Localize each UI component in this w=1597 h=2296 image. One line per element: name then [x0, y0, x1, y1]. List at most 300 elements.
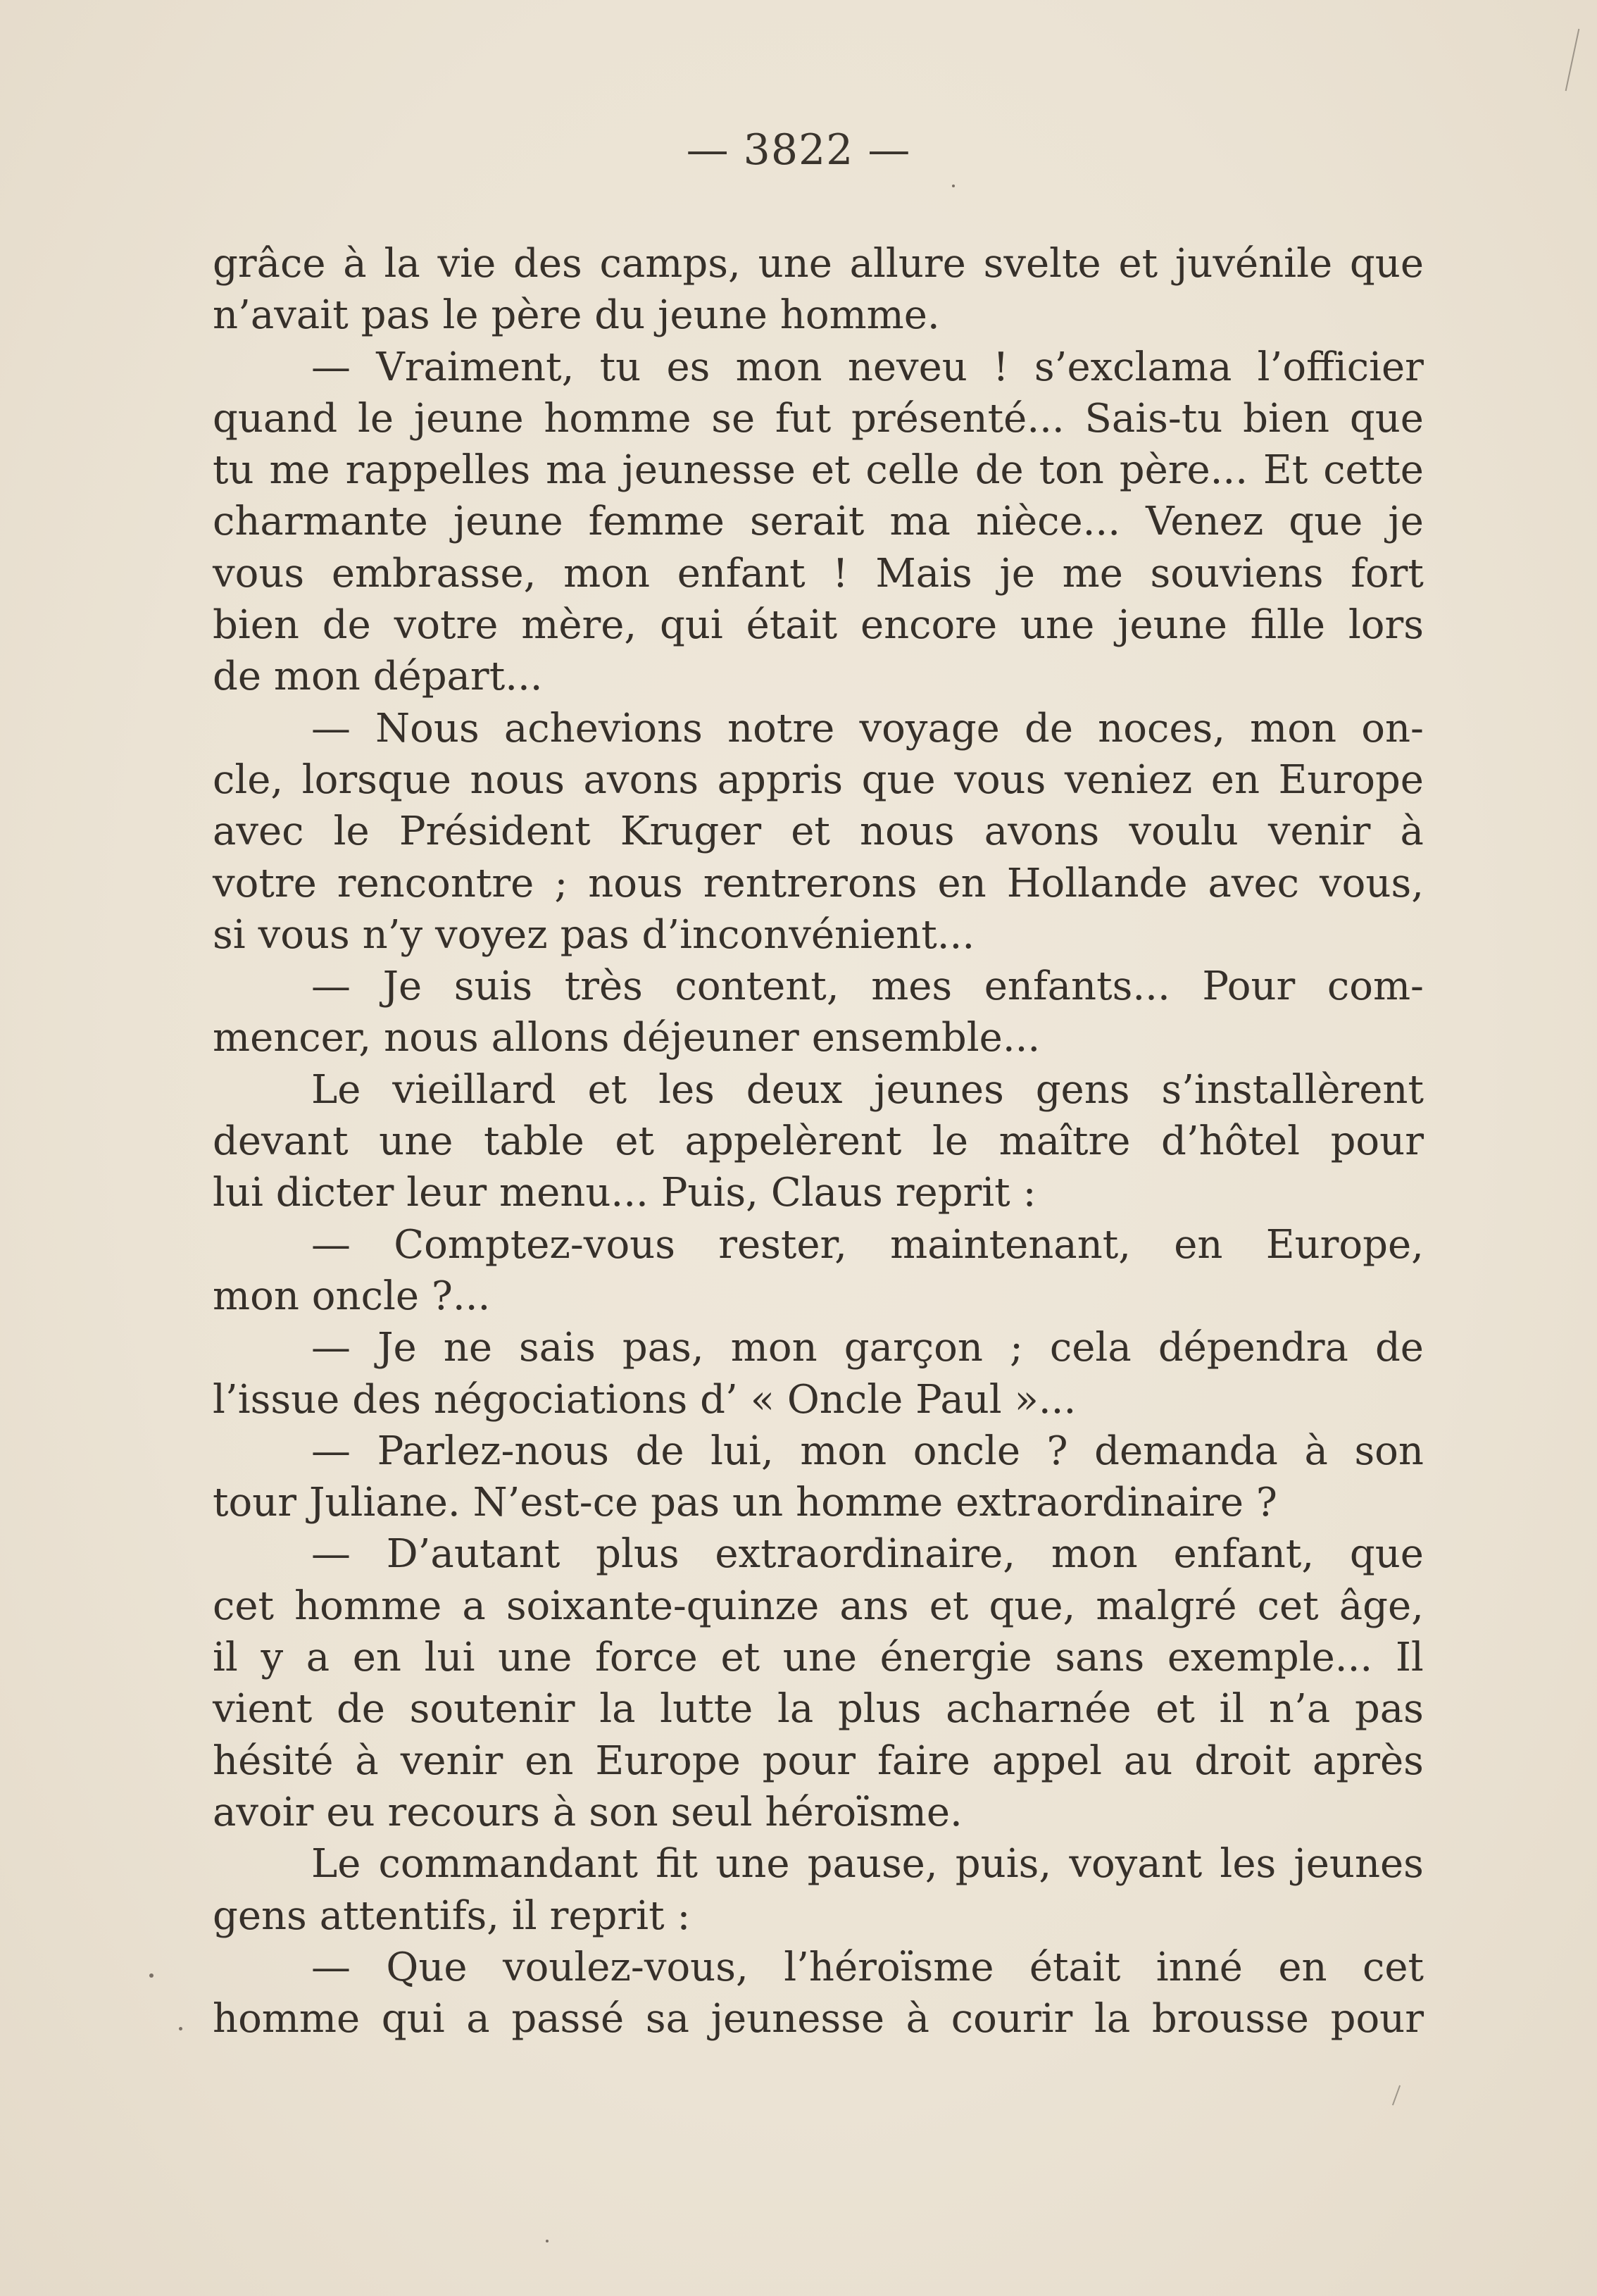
text-line	[213, 496, 1424, 547]
word: extraordinaire,	[715, 1531, 1016, 1578]
word: nous	[384, 1015, 479, 1061]
word: s’exclama	[1034, 344, 1232, 390]
word: «	[750, 1376, 775, 1423]
word: ?	[1046, 1428, 1068, 1474]
text-line	[213, 393, 1424, 444]
text-line	[213, 1219, 1424, 1271]
word: brousse	[1151, 1996, 1309, 2042]
word: que	[1289, 499, 1363, 545]
word: nièce...	[975, 499, 1121, 545]
word: de	[213, 654, 261, 700]
word: à	[552, 1789, 577, 1835]
word: la	[777, 1686, 814, 1733]
word: Il	[1395, 1635, 1424, 1681]
word: à	[906, 1996, 930, 2042]
word: encore	[860, 602, 998, 649]
word: content,	[675, 963, 839, 1010]
word: son	[1354, 1428, 1424, 1474]
word: vous	[954, 756, 1046, 803]
word: allons	[491, 1015, 610, 1061]
word: cela	[1049, 1325, 1132, 1371]
word: jeune	[1117, 602, 1227, 649]
text-line	[213, 909, 1424, 961]
word: votre	[213, 860, 317, 906]
word: table	[484, 1118, 584, 1165]
word: appris	[717, 756, 844, 803]
word: avoir	[213, 1789, 314, 1835]
word: tour	[213, 1480, 297, 1526]
text-line	[213, 599, 1424, 651]
word: les	[658, 1066, 715, 1113]
word: voyant	[1069, 1841, 1203, 1888]
word: avons	[583, 756, 699, 803]
word: une	[379, 1118, 453, 1165]
word: allure	[849, 241, 966, 287]
word: fut	[775, 395, 832, 442]
word: homme	[294, 1583, 442, 1629]
word: tu	[599, 344, 641, 390]
word: recours	[387, 1789, 541, 1835]
word: vie	[437, 241, 496, 287]
word: vient	[213, 1686, 313, 1733]
word: que	[1349, 395, 1424, 442]
word: pour	[762, 1737, 856, 1784]
text-line	[213, 1116, 1424, 1167]
word: jeune	[453, 499, 563, 545]
text-line	[213, 342, 1424, 393]
word: enfants...	[984, 963, 1170, 1010]
word: mon	[1051, 1531, 1138, 1578]
word: soutenir	[409, 1686, 575, 1733]
word: mère,	[521, 602, 637, 649]
word: cet	[213, 1583, 275, 1629]
word: menu...	[499, 1170, 649, 1216]
word: maître	[998, 1118, 1131, 1165]
word: votre	[394, 602, 499, 649]
word: Europe	[1278, 756, 1424, 803]
text-line	[213, 1580, 1424, 1632]
text-line	[213, 1890, 1424, 1942]
word: cet	[1362, 1944, 1424, 1990]
word: —	[311, 1531, 351, 1578]
paper-speck	[546, 2240, 549, 2242]
word: âge,	[1339, 1583, 1424, 1629]
word: lui	[213, 1170, 263, 1216]
word: extraordinaire	[956, 1480, 1244, 1526]
word: celle	[865, 447, 960, 494]
word: courir	[951, 1996, 1073, 2042]
word: et	[791, 809, 830, 855]
word: —	[311, 963, 351, 1010]
word: notre	[727, 705, 835, 751]
word: de	[322, 602, 371, 649]
word: plus	[596, 1531, 679, 1578]
word: —	[311, 1944, 351, 1990]
word: Et	[1263, 447, 1308, 494]
word: fort	[1351, 550, 1424, 597]
word: force	[595, 1635, 698, 1681]
word: père...	[1119, 447, 1248, 494]
word: lutte	[660, 1686, 753, 1733]
word: d’	[700, 1376, 738, 1423]
word: eu	[326, 1789, 375, 1835]
word: puis,	[955, 1841, 1052, 1888]
word: pas	[560, 911, 630, 958]
text-line	[213, 1942, 1424, 1993]
word: rappelles	[345, 447, 531, 494]
word: hésité	[213, 1737, 334, 1784]
word: !	[832, 550, 848, 597]
word: pour	[1330, 1118, 1424, 1165]
text-line	[213, 1322, 1424, 1373]
body-text	[213, 238, 1424, 2045]
word: pas	[361, 292, 430, 339]
text-line	[213, 1735, 1424, 1787]
word: une	[1020, 602, 1095, 649]
paper-speck	[179, 2027, 182, 2030]
word: et	[1156, 1686, 1195, 1733]
word: que	[1349, 1531, 1424, 1578]
word: une	[715, 1841, 790, 1888]
word: mon	[1250, 705, 1337, 751]
word: père	[491, 292, 582, 339]
word: se	[711, 395, 756, 442]
word: n’a	[1269, 1686, 1331, 1733]
word: reprit	[895, 1170, 1010, 1216]
text-line	[213, 1632, 1424, 1683]
word: —	[311, 344, 351, 390]
word: achevions	[503, 705, 703, 751]
word: oncle	[913, 1428, 1020, 1474]
word: en	[525, 1737, 574, 1784]
word: —	[311, 1221, 351, 1268]
word: inné	[1156, 1944, 1243, 1990]
word: le	[357, 395, 394, 442]
word: et	[1118, 241, 1158, 287]
paper-scratch	[1392, 2085, 1401, 2106]
word: la	[599, 1686, 636, 1733]
text-line	[213, 1838, 1424, 1890]
word: mencer,	[213, 1015, 372, 1061]
word: ?	[1255, 1480, 1277, 1526]
word: Je	[377, 1325, 417, 1371]
word: en	[1174, 1221, 1223, 1268]
word: Vraiment,	[376, 344, 575, 390]
word: et	[615, 1118, 655, 1165]
word: l’issue	[213, 1376, 340, 1423]
word: :	[677, 1892, 691, 1939]
word: sa	[645, 1996, 689, 2042]
word: énergie	[879, 1635, 1032, 1681]
word: Hollande	[1006, 860, 1188, 906]
word: je	[1388, 499, 1424, 545]
word: lorsque	[301, 756, 451, 803]
word: s’installèrent	[1161, 1066, 1424, 1113]
word: que	[861, 756, 936, 803]
word: suis	[453, 963, 533, 1010]
word: me	[1062, 550, 1123, 597]
word: ans	[839, 1583, 909, 1629]
word: avons	[984, 809, 1100, 855]
word: femme	[588, 499, 725, 545]
word: son	[589, 1789, 658, 1835]
word: de	[975, 447, 1024, 494]
word: mon	[213, 1273, 299, 1319]
word: Kruger	[620, 809, 762, 855]
text-line	[213, 238, 1424, 289]
word: serait	[749, 499, 865, 545]
word: Paul	[915, 1376, 1002, 1423]
word: mes	[871, 963, 953, 1010]
word: départ...	[372, 654, 543, 700]
word: Que	[386, 1944, 468, 1990]
text-line	[213, 1993, 1424, 2045]
word: cle,	[213, 756, 284, 803]
text-line	[213, 754, 1424, 806]
word: le	[442, 292, 479, 339]
word: com-	[1327, 963, 1424, 1010]
word: et	[929, 1583, 969, 1629]
word: gens	[1035, 1066, 1130, 1113]
word: on-	[1361, 705, 1424, 751]
word: plus	[837, 1686, 922, 1733]
word: et	[810, 447, 851, 494]
word: ne	[443, 1325, 492, 1371]
word: il	[1219, 1686, 1245, 1733]
word: »...	[1014, 1376, 1077, 1423]
word: vous	[213, 550, 305, 597]
word: rentrerons	[703, 860, 918, 906]
text-line	[213, 289, 1424, 341]
word: nous	[860, 809, 955, 855]
word: vous,	[1320, 860, 1424, 906]
word: ;	[554, 860, 568, 906]
word: appel	[991, 1737, 1102, 1784]
word: l’officier	[1257, 344, 1424, 390]
word: garçon	[844, 1325, 983, 1371]
word: Oncle	[787, 1376, 903, 1423]
word: sans	[1055, 1635, 1145, 1681]
word: voyage	[859, 705, 1000, 751]
text-line	[213, 1787, 1424, 1838]
word: ensemble...	[811, 1015, 1041, 1061]
word: homme	[544, 395, 691, 442]
word: à	[1400, 809, 1424, 855]
word: fille	[1250, 602, 1325, 649]
word: d’inconvénient...	[641, 911, 975, 958]
text-line	[213, 1271, 1424, 1322]
word: pause,	[807, 1841, 938, 1888]
word: le	[932, 1118, 969, 1165]
word: —	[311, 1428, 351, 1474]
word: pour	[1330, 1996, 1424, 2042]
word: en	[937, 860, 987, 906]
word: Europe,	[1265, 1221, 1424, 1268]
word: le	[333, 809, 370, 855]
word: en	[1210, 756, 1260, 803]
word: bien	[213, 602, 299, 649]
word: attentifs,	[319, 1892, 499, 1939]
word: en	[352, 1635, 401, 1681]
word: la	[384, 241, 420, 287]
word: Comptez-vous	[394, 1221, 675, 1268]
word: une	[782, 1635, 858, 1681]
word: acharnée	[946, 1686, 1132, 1733]
word: rester,	[718, 1221, 847, 1268]
word: deux	[746, 1066, 843, 1113]
word: Europe	[595, 1737, 741, 1784]
word: exemple...	[1167, 1635, 1373, 1681]
text-line	[213, 1064, 1424, 1116]
word: n’y	[362, 911, 423, 958]
word: Président	[399, 809, 591, 855]
word: juvénile	[1175, 241, 1333, 287]
word: reprit	[549, 1892, 665, 1939]
word: et	[587, 1066, 627, 1113]
word: et	[720, 1635, 760, 1681]
word: ton	[1039, 447, 1104, 494]
word: :	[1022, 1170, 1037, 1216]
word: devant	[213, 1118, 349, 1165]
word: voyez	[435, 911, 548, 958]
word: en	[1278, 1944, 1327, 1990]
text-line	[213, 548, 1424, 599]
word: Je	[382, 963, 422, 1010]
word: pas	[651, 1480, 720, 1526]
word: neveu	[847, 344, 967, 390]
word: souviens	[1150, 550, 1324, 597]
word: un	[732, 1480, 784, 1526]
word: quand	[213, 395, 338, 442]
word: je	[999, 550, 1035, 597]
word: lors	[1348, 602, 1424, 649]
word: homme.	[779, 292, 940, 339]
word: de	[635, 1428, 684, 1474]
word: veniez	[1064, 756, 1193, 803]
word: après	[1312, 1737, 1424, 1784]
text-line	[213, 1683, 1424, 1735]
word: venir	[400, 1737, 503, 1784]
word: très	[564, 963, 643, 1010]
word: D’autant	[386, 1531, 560, 1578]
word: ma	[889, 499, 951, 545]
text-line	[213, 858, 1424, 909]
word: oncle	[311, 1273, 419, 1319]
word: Mais	[875, 550, 972, 597]
word: jeunes	[1294, 1841, 1424, 1888]
word: déjeuner	[622, 1015, 799, 1061]
word: héroïsme.	[765, 1789, 963, 1835]
word: de	[1374, 1325, 1424, 1371]
word: mon	[730, 1325, 818, 1371]
text-line	[213, 703, 1424, 754]
text-line	[213, 806, 1424, 857]
word: des	[352, 1376, 421, 1423]
word: a	[466, 1996, 490, 2042]
word: à	[343, 241, 367, 287]
paper-scratch	[1565, 29, 1580, 91]
word: que	[1349, 241, 1424, 287]
word: tu	[213, 447, 254, 494]
text-line	[213, 651, 1424, 702]
word: commandant	[378, 1841, 639, 1888]
word: pas	[1354, 1686, 1424, 1733]
word: présenté...	[851, 395, 1065, 442]
word: maintenant,	[890, 1221, 1132, 1268]
word: pas,	[622, 1325, 704, 1371]
word: lui,	[710, 1428, 774, 1474]
word: Puis,	[660, 1170, 758, 1216]
word: passé	[511, 1996, 625, 2042]
word: d’hôtel	[1161, 1118, 1300, 1165]
word: il	[213, 1635, 238, 1681]
word: gens	[213, 1892, 307, 1939]
word: homme	[213, 1996, 361, 2042]
word: jeune	[658, 292, 768, 339]
text-line	[213, 1374, 1424, 1425]
word: lui	[424, 1635, 475, 1681]
word: camps,	[599, 241, 741, 287]
text-line	[213, 1425, 1424, 1477]
text-line	[213, 1167, 1424, 1218]
word: noces,	[1098, 705, 1225, 751]
word: qui	[660, 602, 723, 649]
word: avec	[213, 809, 304, 855]
word: rencontre	[337, 860, 534, 906]
word: grâce	[213, 241, 326, 287]
word: ;	[1009, 1325, 1023, 1371]
word: ma	[546, 447, 607, 494]
word: voulez-vous,	[502, 1944, 749, 1990]
word: nous	[588, 860, 683, 906]
text-line	[213, 1477, 1424, 1528]
word: qui	[381, 1996, 445, 2042]
word: voulu	[1129, 809, 1239, 855]
word: me	[269, 447, 330, 494]
word: à	[1304, 1428, 1328, 1474]
word: appelèrent	[684, 1118, 902, 1165]
word: dépendra	[1158, 1325, 1348, 1371]
word: enfant	[677, 550, 806, 597]
word: jeunes	[874, 1066, 1004, 1113]
word: seul	[670, 1789, 753, 1835]
word: y	[261, 1635, 284, 1681]
word: embrasse,	[331, 550, 537, 597]
text-line	[213, 444, 1424, 496]
word: si	[213, 911, 246, 958]
word: l’héroïsme	[784, 1944, 994, 1990]
word: avec	[1208, 860, 1300, 906]
word: au	[1123, 1737, 1173, 1784]
word: dicter	[275, 1170, 394, 1216]
word: charmante	[213, 499, 428, 545]
word: —	[311, 705, 351, 751]
word: une	[758, 241, 832, 287]
word: enfant,	[1173, 1531, 1315, 1578]
word: malgré	[1096, 1583, 1237, 1629]
word: était	[1029, 1944, 1121, 1990]
word: de	[1025, 705, 1073, 751]
word: soixante-quinze	[506, 1583, 820, 1629]
word: demanda	[1094, 1428, 1278, 1474]
word: bien	[1243, 395, 1330, 442]
word: ?...	[431, 1273, 491, 1319]
word: sais	[519, 1325, 596, 1371]
word: était	[746, 602, 838, 649]
word: vous	[258, 911, 350, 958]
word: Venez	[1146, 499, 1264, 545]
word: Nous	[375, 705, 480, 751]
